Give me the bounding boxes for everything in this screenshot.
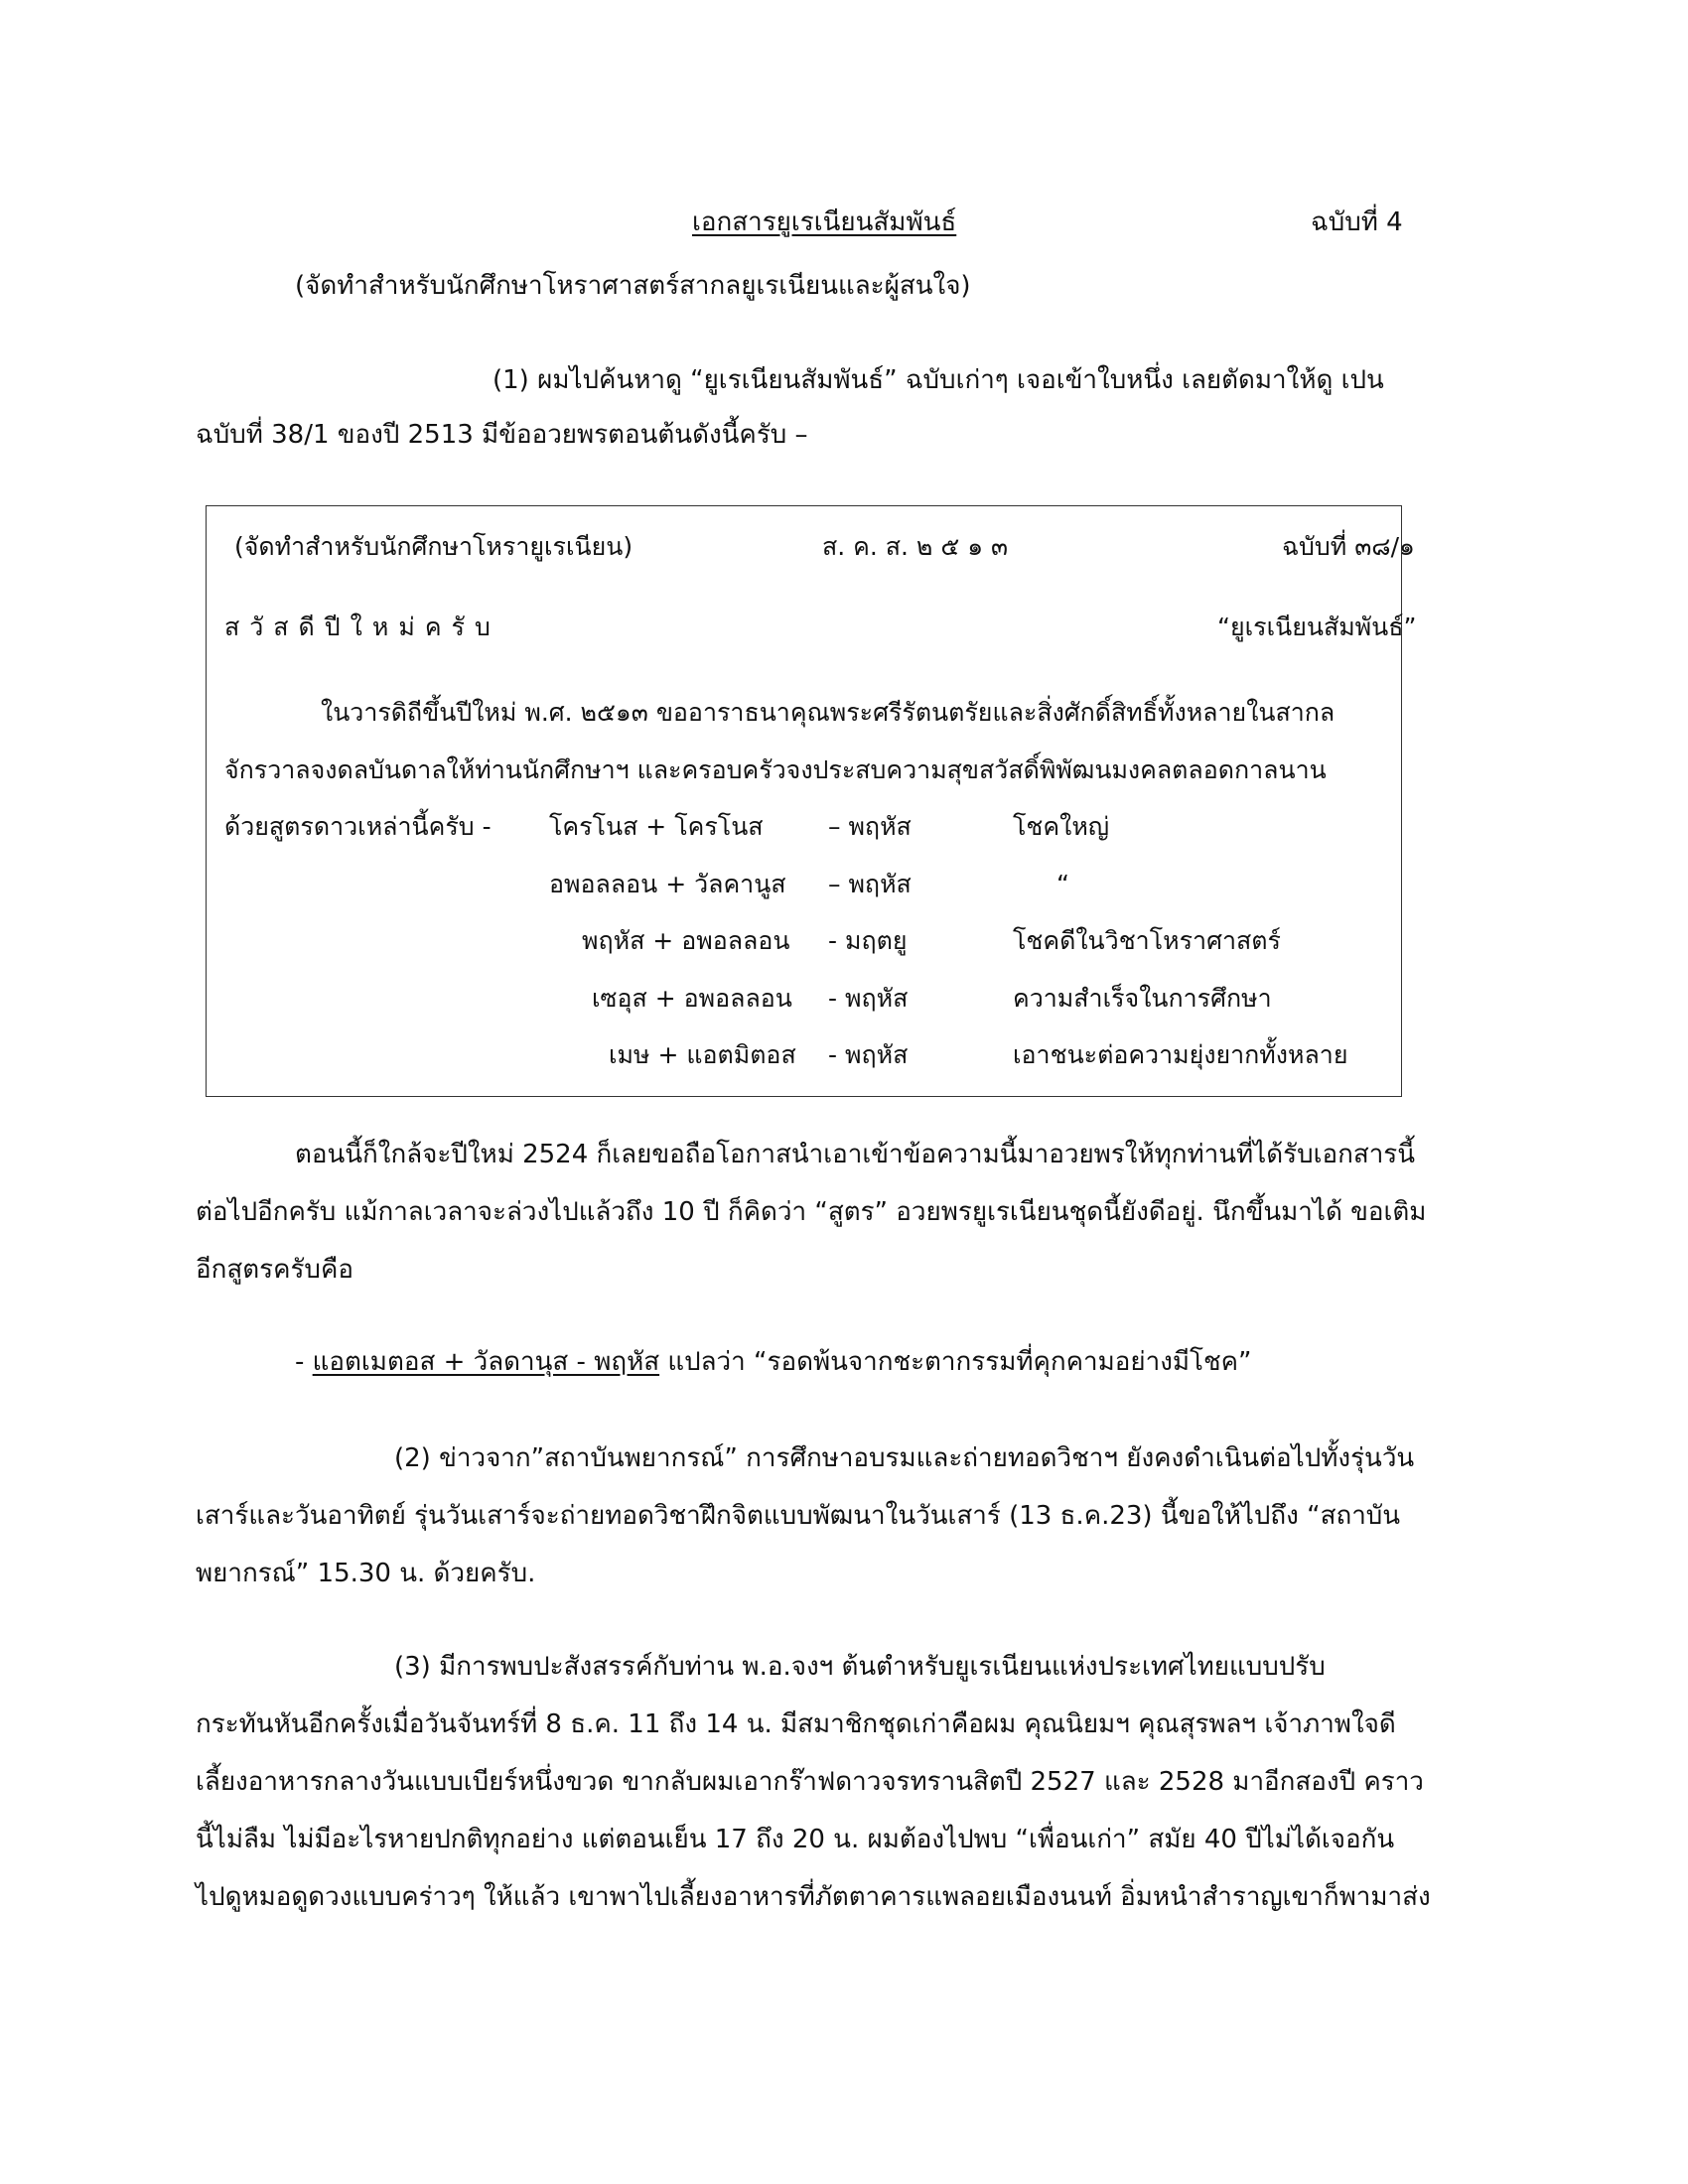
formula-5-meaning: เอาชนะต่อความยุ่งยากทั้งหลาย	[1013, 1040, 1348, 1069]
clipping-para2: จักรวาลจงดลบันดาลให้ท่านนักศึกษาฯ และครอบครัวจงประสบความสุขสวัสดิ์พิพัฒนมงคลตลอดกาลนาน	[224, 755, 1327, 784]
clipping-box	[206, 505, 1417, 1097]
formula-4-meaning: ความสำเร็จในการศึกษา	[1013, 984, 1272, 1013]
formula-1-minus: – พฤหัส	[828, 812, 912, 841]
clipping-brand: “ยูเรเนียนสัมพันธ์”	[1217, 613, 1417, 641]
section2-line1: (2) ข่าวจาก”สถาบันพยากรณ์” การศึกษาอบรมและถ่ายทอดวิชาฯ ยังคงดำเนินต่อไปทั้งรุ่นวัน	[394, 1443, 1415, 1473]
formula-2-meaning: “	[1056, 870, 1069, 898]
issue-number: ฉบับที่ 4	[1311, 207, 1403, 237]
section3-line5: ไปดูหมอดูดวงแบบคร่าวๆ ให้แล้ว เขาพาไปเลี้ยงอาหารที่ภัตตาคารแพลอยเมืองนนท์ อิ่มหนำสำราญเขาก็พามาส่ง	[196, 1882, 1431, 1912]
extra-formula-meaning: แปลว่า “รอดพ้นจากชะตากรรมที่คุกคามอย่างมีโชค”	[659, 1347, 1252, 1377]
para-after-line3: อีกสูตรครับคือ	[196, 1255, 353, 1285]
formula-4-minus: - พฤหัส	[828, 984, 909, 1013]
clipping-date: ส. ค. ส. ๒ ๕ ๑ ๓	[822, 532, 1009, 561]
para-after-line2: ต่อไปอีกครับ แม้กาลเวลาจะล่วงไปแล้วถึง 10 ปี ก็คิดว่า “สูตร” อวยพรยูเรเนียนชุดนี้ยังดีอยู่. นึกขึ้นมาได้ ขอเติม	[196, 1197, 1427, 1227]
formula-5: เมษ + แอตมิตอส	[609, 1040, 796, 1069]
section2-line3: พยากรณ์” 15.30 น. ด้วยครับ.	[196, 1559, 536, 1588]
formula-5-minus: - พฤหัส	[828, 1040, 909, 1069]
formula-1: โครโนส + โครโนส	[549, 812, 764, 841]
formula-2-minus: – พฤหัส	[828, 870, 912, 898]
formula-4: เซอุส + อพอลลอน	[592, 984, 792, 1013]
clipping-intro: ด้วยสูตรดาวเหล่านี้ครับ -	[224, 812, 492, 841]
section1-line1: (1) ผมไปค้นหาดู “ยูเรเนียนสัมพันธ์” ฉบับเก่าๆ เจอเข้าใบหนึ่ง เลยตัดมาให้ดู เปน	[492, 365, 1384, 395]
formula-1-meaning: โชคใหญ่	[1013, 812, 1110, 841]
extra-formula-text: แอตเมตอส + วัลดานุส - พฤหัส	[312, 1347, 660, 1377]
extra-formula-line	[295, 1345, 1252, 1379]
para-after-line1: ตอนนี้ก็ใกล้จะปีใหม่ 2524 ก็เลยขอถือโอกาสนำเอาเข้าข้อความนี้มาอวยพรให้ทุกท่านที่ได้รับเอกสารนี้	[295, 1140, 1416, 1169]
document-subtitle: (จัดทำสำหรับนักศึกษาโหราศาสตร์สากลยูเรเนียนและผู้สนใจ)	[295, 271, 971, 301]
formula-3-meaning: โชคดีในวิชาโหราศาสตร์	[1013, 926, 1281, 955]
clipping-org: (จัดทำสำหรับนักศึกษาโหรายูเรเนียน)	[234, 532, 633, 561]
clipping-issue: ฉบับที่ ๓๘/๑	[1282, 532, 1415, 561]
clipping-greeting: สวัสดีปีใหม่ครับ	[224, 613, 500, 641]
formula-3: พฤหัส + อพอลลอน	[582, 926, 790, 955]
section2-line2: เสาร์และวันอาทิตย์ รุ่นวันเสาร์จะถ่ายทอดวิชาฝึกจิตแบบพัฒนาในวันเสาร์ (13 ธ.ค.23) นี้ขอให้ไปถึง “สถาบัน	[196, 1501, 1401, 1531]
section1-line2: ฉบับที่ 38/1 ของปี 2513 มีข้ออวยพรตอนต้นดังนี้ครับ –	[196, 420, 808, 450]
formula-2: อพอลลอน + วัลคานูส	[549, 870, 786, 898]
extra-formula-dash: -	[295, 1347, 313, 1377]
section3-line1: (3) มีการพบปะสังสรรค์กับท่าน พ.อ.จงฯ ต้นตำหรับยูเรเนียนแห่งประเทศไทยแบบปรับ	[394, 1652, 1326, 1682]
section3-line2: กระทันหันอีกครั้งเมื่อวันจันทร์ที่ 8 ธ.ค. 11 ถึง 14 น. มีสมาชิกชุดเก่าคือผม คุณนิยมฯ คุณสุรพลฯ เจ้าภาพใจดี	[196, 1709, 1396, 1739]
section3-line3: เลี้ยงอาหารกลางวันแบบเบียร์หนึ่งขวด ขากลับผมเอากร๊าฟดาวจรทรานสิตปี 2527 และ 2528 มาอีกสองปี คราว	[196, 1767, 1424, 1797]
document-title: เอกสารยูเรเนียนสัมพันธ์	[692, 207, 957, 237]
section3-line4: นี้ไม่ลืม ไม่มีอะไรหายปกติทุกอย่าง แต่ตอนเย็น 17 ถึง 20 น. ผมต้องไปพบ “เพื่อนเก่า” สมัย 40 ปีไม่ได้เจอกัน	[196, 1825, 1395, 1854]
formula-3-minus: - มฤตยู	[828, 926, 908, 955]
clipping-para1: ในวารดิถีขึ้นปีใหม่ พ.ศ. ๒๕๑๓ ขออาราธนาคุณพระศรีรัตนตรัยและสิ่งศักดิ์สิทธิ์ทั้งหลายในสากล	[321, 698, 1336, 727]
